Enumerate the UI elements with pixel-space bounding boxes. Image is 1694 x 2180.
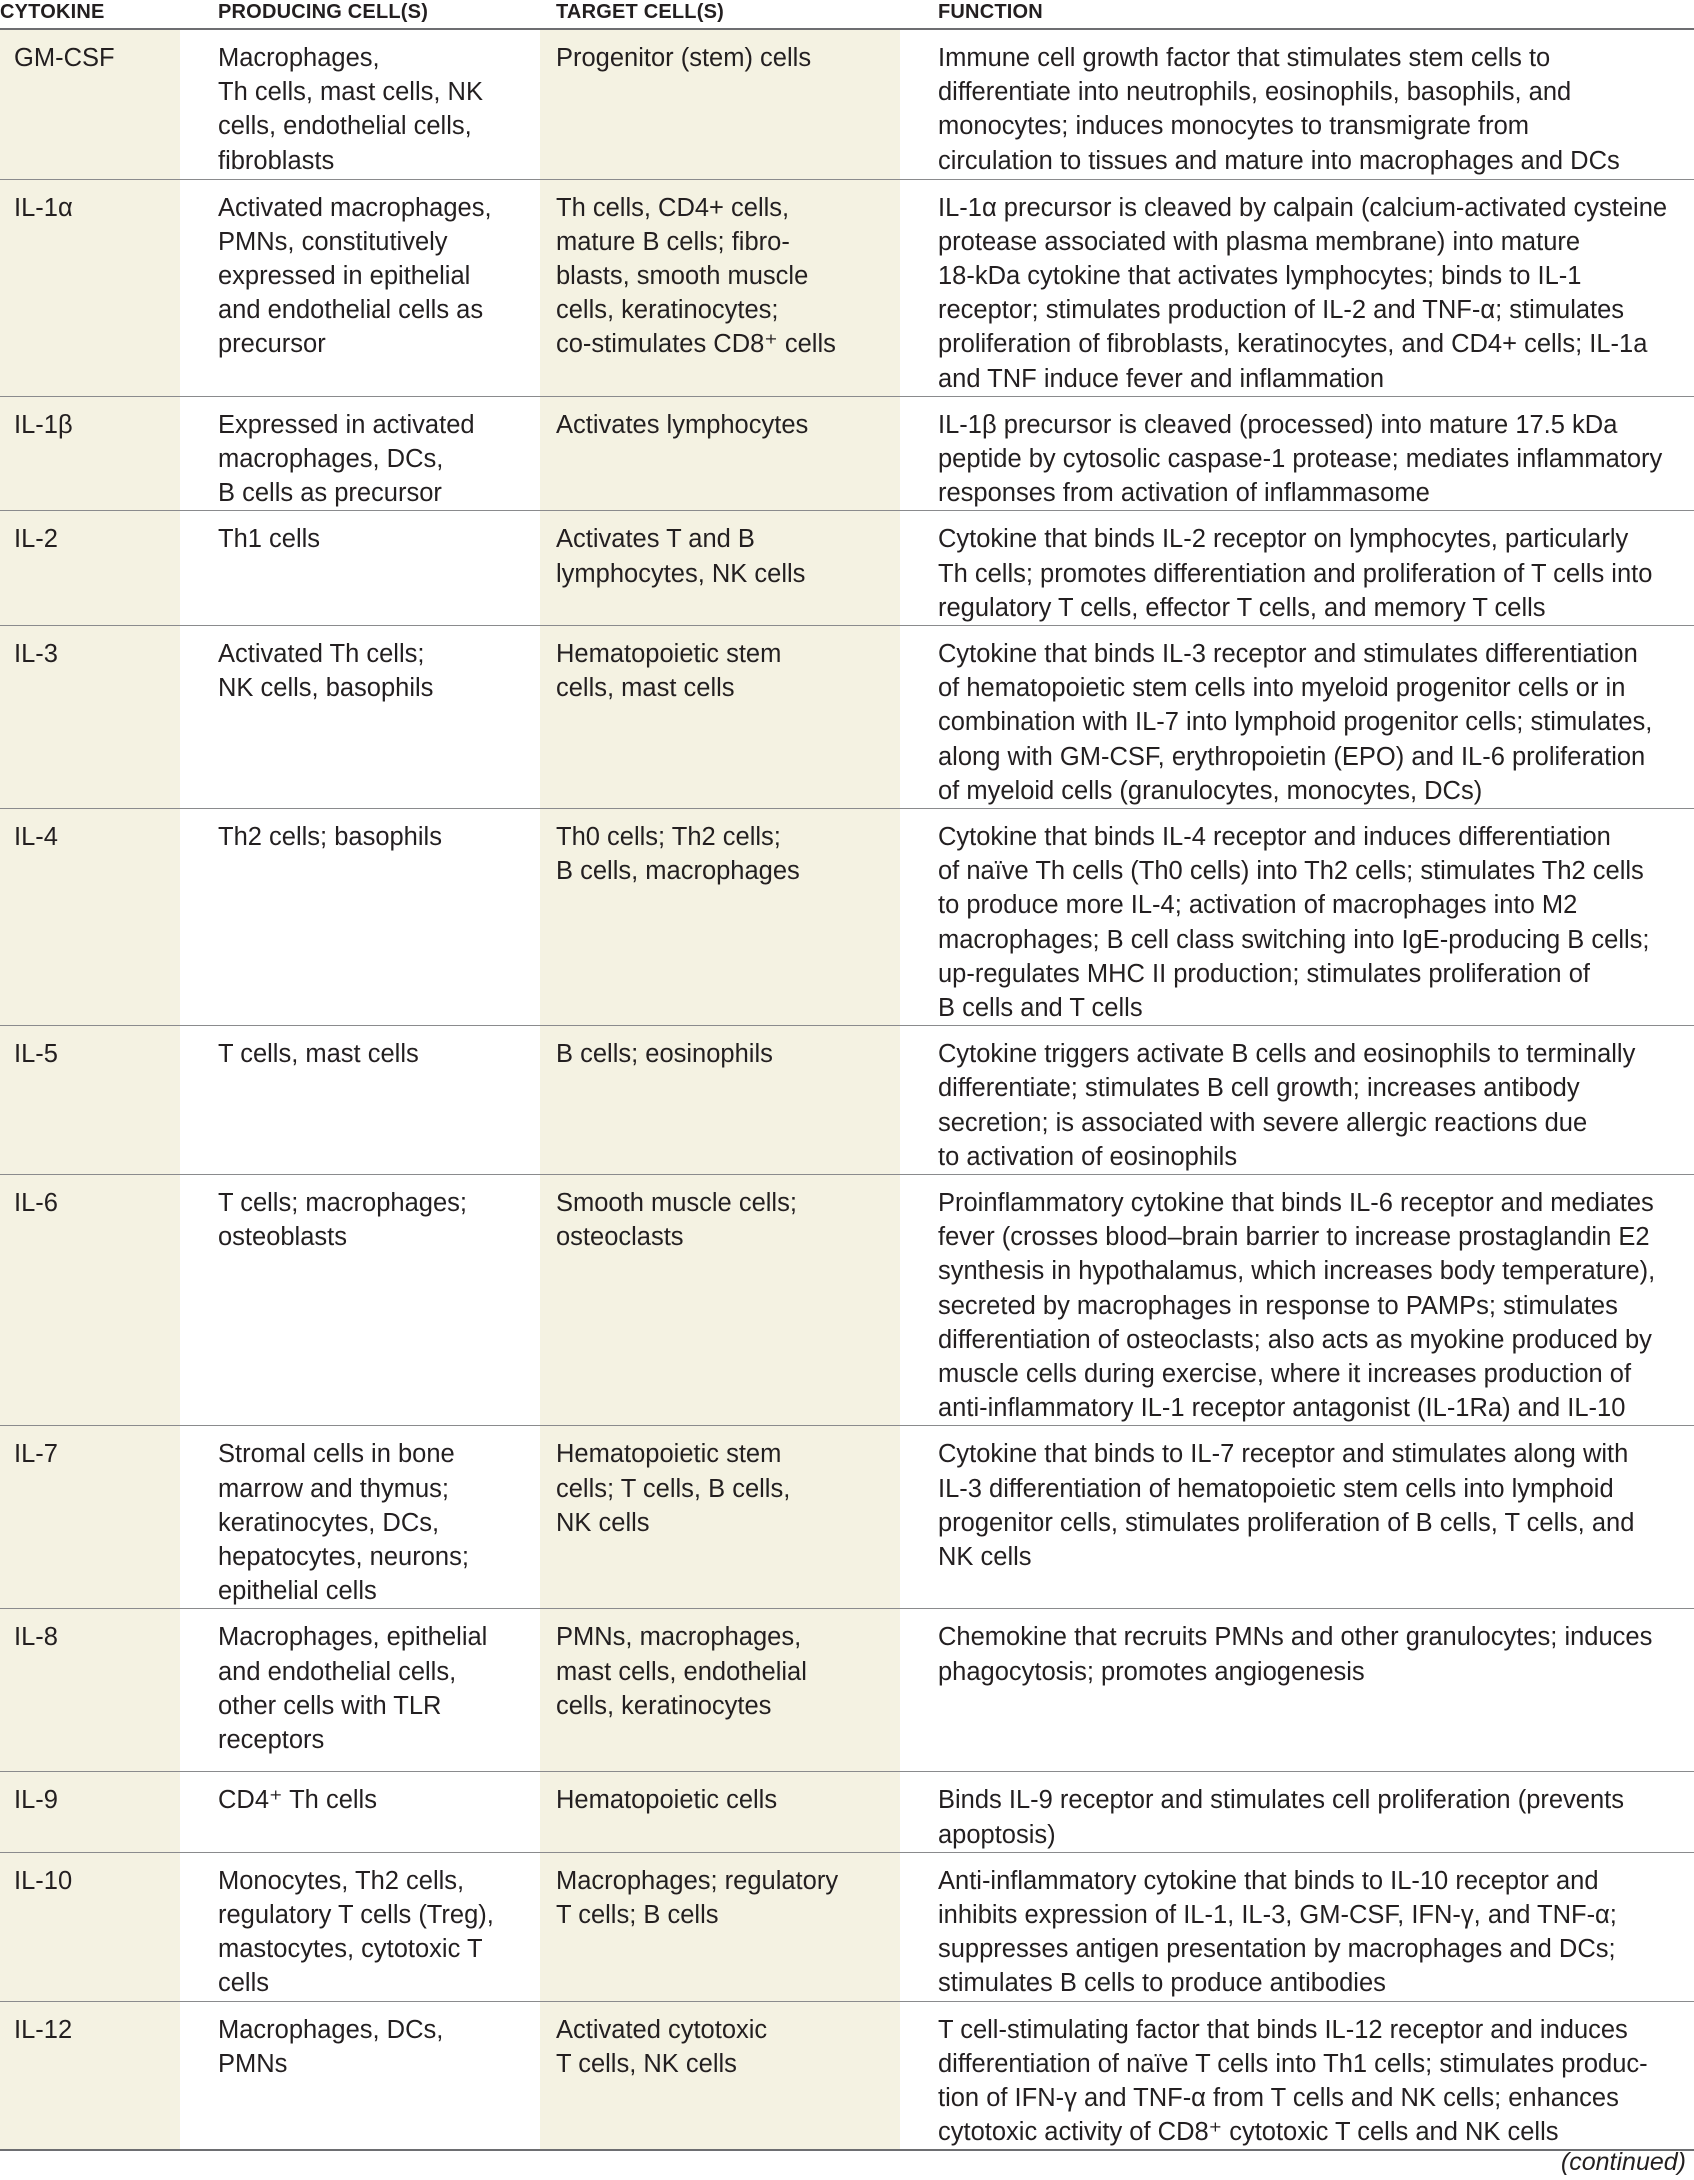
producing-lines-cell: other cells with TLR: [218, 1691, 442, 1720]
target-lines-cell: Macrophages; regulatory: [556, 1866, 839, 1895]
function-cell: [900, 179, 1694, 396]
function-cell: [900, 29, 1694, 179]
target-lines-cell: Th cells, CD4+ cells,: [556, 193, 790, 222]
function-line: peptide by cytosolic caspase-1 protease; mediates inflammatory: [938, 444, 1663, 473]
producing-lines-cell: keratinocytes, DCs,: [218, 1508, 440, 1537]
function-line: to produce more IL-4; activation of macrophages into M2: [938, 891, 1578, 920]
target-lines-cell: cells, mast cells: [556, 674, 735, 703]
target-lines-cell: NK cells: [556, 1508, 650, 1537]
producing-lines-cell: PMNs: [218, 2049, 288, 2078]
function-line: phagocytosis; promotes angiogenesis: [938, 1657, 1365, 1686]
cytokine-name-cell: IL-7: [0, 1426, 180, 1609]
function-line: Cytokine that binds to IL-7 receptor and stimulates along with: [938, 1440, 1629, 1469]
function-cell: [900, 1174, 1694, 1425]
table-row: [0, 396, 1694, 511]
target-lines-cell: T cells, NK cells: [556, 2049, 737, 2078]
target-cells-cell: [540, 808, 900, 1025]
header-row: [0, 0, 1694, 29]
function-line: secreted by macrophages in response to PAMPs; stimulates: [938, 1291, 1618, 1320]
producing-lines-cell: PMNs, constitutively: [218, 227, 448, 256]
function-line: combination with IL-7 into lymphoid progenitor cells; stimulates,: [938, 708, 1653, 737]
producing-lines-cell: precursor: [218, 330, 326, 359]
target-lines-cell: B cells; eosinophils: [556, 1040, 773, 1069]
function-cell: [900, 1026, 1694, 1175]
target-lines-cell: cells; T cells, B cells,: [556, 1474, 791, 1503]
function-line: IL-3 differentiation of hematopoietic stem cells into lymphoid: [938, 1474, 1614, 1503]
target-cells-cell: [540, 1026, 900, 1175]
target-cells-cell: [540, 396, 900, 511]
producing-lines-cell: Th cells, mast cells, NK: [218, 78, 483, 107]
producing-lines-cell: Macrophages,: [218, 44, 380, 72]
target-lines-cell: T cells; B cells: [556, 1901, 719, 1930]
producing-lines-cell: receptors: [218, 1726, 325, 1755]
target-cells-cell: [540, 2001, 900, 2150]
target-cells-cell: [540, 1609, 900, 1772]
target-lines-cell: cells, keratinocytes;: [556, 296, 779, 325]
target-lines-cell: lymphocytes, NK cells: [556, 559, 806, 588]
target-lines-cell: osteoclasts: [556, 1223, 684, 1252]
producing-lines-cell: cells: [218, 1969, 270, 1998]
table-row: [0, 625, 1694, 808]
target-lines-cell: Hematopoietic stem: [556, 1440, 782, 1469]
producing-cells-cell: [180, 29, 540, 179]
target-cells-cell: [540, 1772, 900, 1852]
target-lines-cell: Activates lymphocytes: [556, 410, 809, 439]
producing-cells-cell: [180, 808, 540, 1025]
target-lines-cell: Hematopoietic stem: [556, 639, 782, 668]
function-line: of naïve Th cells (Th0 cells) into Th2 cells; stimulates Th2 cells: [938, 857, 1644, 886]
table-row: [0, 1426, 1694, 1609]
function-line: IL-1β precursor is cleaved (processed) into mature 17.5 kDa: [938, 410, 1618, 439]
function-line: Cytokine triggers activate B cells and eosinophils to terminally: [938, 1040, 1636, 1069]
function-line: Cytokine that binds IL-2 receptor on lymphocytes, particularly: [938, 525, 1629, 554]
producing-lines-cell: regulatory T cells (Treg),: [218, 1901, 494, 1930]
producing-cells-cell: [180, 396, 540, 511]
function-line: 18-kDa cytokine that activates lymphocytes; binds to IL-1: [938, 261, 1582, 290]
function-line: Proinflammatory cytokine that binds IL-6 receptor and mediates: [938, 1188, 1654, 1217]
function-line: tion of IFN-γ and TNF-α from T cells and NK cells; enhances: [938, 2084, 1619, 2113]
function-cell: [900, 1609, 1694, 1772]
table-row: [0, 1772, 1694, 1852]
producing-cells-cell: [180, 1852, 540, 2001]
target-lines-cell: mature B cells; fibro-: [556, 227, 790, 256]
function-line: secretion; is associated with severe allergic reactions due: [938, 1108, 1588, 1137]
target-cells-cell: [540, 511, 900, 626]
header-function: FUNCTION: [900, 0, 1694, 29]
function-line: macrophages; B cell class switching into IgE-producing B cells;: [938, 925, 1650, 954]
producing-lines-cell: CD4⁺ Th cells: [218, 1786, 377, 1815]
cytokine-name-cell: IL-1β: [0, 396, 180, 511]
function-line: inhibits expression of IL-1, IL-3, GM-CSF, IFN-γ, and TNF-α;: [938, 1901, 1617, 1930]
function-line: up-regulates MHC II production; stimulates proliferation of: [938, 959, 1590, 988]
header-target-cells: TARGET CELL(S): [540, 0, 900, 29]
function-line: differentiation of naïve T cells into Th1 cells; stimulates produc-: [938, 2049, 1648, 2078]
producing-lines-cell: Th2 cells; basophils: [218, 822, 442, 851]
cytokine-name-cell: IL-12: [0, 2001, 180, 2150]
target-cells-cell: [540, 625, 900, 808]
table-row: [0, 1609, 1694, 1772]
function-line: B cells and T cells: [938, 993, 1143, 1022]
function-cell: [900, 511, 1694, 626]
target-lines-cell: Activates T and B: [556, 525, 755, 554]
target-lines-cell: B cells, macrophages: [556, 857, 800, 886]
function-line: Chemokine that recruits PMNs and other granulocytes; induces: [938, 1623, 1653, 1652]
function-line: circulation to tissues and mature into macrophages and DCs: [938, 146, 1620, 175]
target-lines-cell: Activated cytotoxic: [556, 2015, 768, 2044]
producing-cells-cell: [180, 1026, 540, 1175]
cytokine-name-cell: IL-9: [0, 1772, 180, 1852]
header-producing-cells: PRODUCING CELL(S): [180, 0, 540, 29]
function-line: proliferation of fibroblasts, keratinocytes, and CD4+ cells; IL-1a: [938, 330, 1648, 359]
function-line: Cytokine that binds IL-3 receptor and stimulates differentiation: [938, 639, 1638, 668]
function-line: suppresses antigen presentation by macrophages and DCs;: [938, 1935, 1616, 1964]
function-cell: [900, 1772, 1694, 1852]
function-line: differentiate; stimulates B cell growth; increases antibody: [938, 1074, 1580, 1103]
function-line: Cytokine that binds IL-4 receptor and induces differentiation: [938, 822, 1611, 851]
function-line: monocytes; induces monocytes to transmigrate from: [938, 112, 1529, 141]
producing-lines-cell: Th1 cells: [218, 525, 321, 554]
function-line: muscle cells during exercise, where it increases production of: [938, 1360, 1632, 1388]
function-line: Anti-inflammatory cytokine that binds to IL-10 receptor and: [938, 1866, 1599, 1895]
cytokine-name-cell: IL-3: [0, 625, 180, 808]
table-row: [0, 511, 1694, 626]
producing-lines-cell: epithelial cells: [218, 1577, 377, 1606]
function-line: along with GM-CSF, erythropoietin (EPO) and IL-6 proliferation: [938, 742, 1646, 771]
producing-lines-cell: and endothelial cells,: [218, 1657, 457, 1686]
cytokine-name-cell: GM-CSF: [0, 29, 180, 179]
function-line: protease associated with plasma membrane) into mature: [938, 227, 1581, 256]
function-line: fever (crosses blood–brain barrier to increase prostaglandin E2: [938, 1223, 1650, 1252]
cytokine-name-cell: IL-5: [0, 1026, 180, 1175]
table-header: [0, 0, 1694, 29]
producing-cells-cell: [180, 1772, 540, 1852]
producing-lines-cell: fibroblasts: [218, 146, 335, 175]
function-line: Th cells; promotes differentiation and proliferation of T cells into: [938, 559, 1653, 588]
function-line: Immune cell growth factor that stimulates stem cells to: [938, 44, 1551, 72]
producing-lines-cell: mastocytes, cytotoxic T: [218, 1935, 483, 1964]
producing-lines-cell: B cells as precursor: [218, 479, 442, 508]
producing-cells-cell: [180, 179, 540, 396]
function-line: and TNF induce fever and inflammation: [938, 364, 1385, 393]
header-cytokine: CYTOKINE: [0, 0, 180, 29]
table-row: [0, 1174, 1694, 1425]
target-lines-cell: Hematopoietic cells: [556, 1786, 778, 1815]
producing-lines-cell: T cells, mast cells: [218, 1040, 419, 1069]
target-lines-cell: Smooth muscle cells;: [556, 1188, 797, 1217]
table-row: [0, 808, 1694, 1025]
producing-lines-cell: Macrophages, DCs,: [218, 2015, 444, 2044]
producing-lines-cell: Macrophages, epithelial: [218, 1623, 488, 1652]
target-cells-cell: [540, 29, 900, 179]
table-row: [0, 2001, 1694, 2150]
function-line: receptor; stimulates production of IL-2 and TNF-α; stimulates: [938, 296, 1625, 325]
producing-lines-cell: cells, endothelial cells,: [218, 112, 472, 141]
function-line: Binds IL-9 receptor and stimulates cell proliferation (prevents: [938, 1786, 1624, 1815]
function-line: NK cells: [938, 1543, 1032, 1572]
target-lines-cell: blasts, smooth muscle: [556, 261, 809, 290]
producing-cells-cell: [180, 1426, 540, 1609]
function-cell: [900, 1852, 1694, 2001]
function-line: cytotoxic activity of CD8⁺ cytotoxic T cells and NK cells: [938, 2118, 1559, 2147]
target-lines-cell: PMNs, macrophages,: [556, 1623, 802, 1652]
cytokine-name-cell: IL-4: [0, 808, 180, 1025]
function-line: apoptosis): [938, 1820, 1056, 1849]
function-line: differentiation of osteoclasts; also acts as myokine produced by: [938, 1325, 1652, 1354]
producing-cells-cell: [180, 1609, 540, 1772]
function-cell: [900, 2001, 1694, 2150]
function-line: stimulates B cells to produce antibodies: [938, 1969, 1386, 1998]
cytokine-name-cell: IL-6: [0, 1174, 180, 1425]
function-cell: [900, 1426, 1694, 1609]
producing-lines-cell: marrow and thymus;: [218, 1474, 449, 1503]
cytokine-name-cell: IL-8: [0, 1609, 180, 1772]
function-line: IL-1α precursor is cleaved by calpain (calcium-activated cysteine: [938, 193, 1668, 222]
producing-cells-cell: [180, 2001, 540, 2150]
function-line: T cell-stimulating factor that binds IL-12 receptor and induces: [938, 2015, 1628, 2044]
function-line: progenitor cells, stimulates proliferation of B cells, T cells, and: [938, 1508, 1635, 1537]
producing-lines-cell: NK cells, basophils: [218, 674, 434, 703]
function-line: of hematopoietic stem cells into myeloid progenitor cells or in: [938, 674, 1626, 703]
target-cells-cell: [540, 1174, 900, 1425]
target-cells-cell: [540, 1426, 900, 1609]
producing-lines-cell: Activated macrophages,: [218, 193, 492, 222]
table-body: [0, 29, 1694, 2150]
cytokine-name-cell: IL-10: [0, 1852, 180, 2001]
target-lines-cell: Th0 cells; Th2 cells;: [556, 822, 781, 851]
producing-cells-cell: [180, 511, 540, 626]
producing-lines-cell: macrophages, DCs,: [218, 444, 444, 473]
function-cell: [900, 396, 1694, 511]
continued-note: (continued): [1560, 2148, 1686, 2176]
producing-lines-cell: osteoblasts: [218, 1223, 347, 1252]
table-row: [0, 1026, 1694, 1175]
producing-lines-cell: Monocytes, Th2 cells,: [218, 1866, 465, 1895]
producing-lines-cell: expressed in epithelial: [218, 261, 471, 290]
producing-lines-cell: and endothelial cells as: [218, 296, 484, 325]
producing-lines-cell: Activated Th cells;: [218, 639, 425, 668]
table-row: [0, 1852, 1694, 2001]
producing-cells-cell: [180, 625, 540, 808]
cytokine-name-cell: IL-2: [0, 511, 180, 626]
target-lines-cell: mast cells, endothelial: [556, 1657, 807, 1686]
producing-lines-cell: Expressed in activated: [218, 410, 475, 439]
target-lines-cell: co-stimulates CD8⁺ cells: [556, 330, 836, 359]
function-cell: [900, 625, 1694, 808]
producing-lines-cell: hepatocytes, neurons;: [218, 1543, 469, 1572]
table-row: [0, 29, 1694, 179]
target-lines-cell: Progenitor (stem) cells: [556, 44, 812, 72]
target-cells-cell: [540, 1852, 900, 2001]
function-line: to activation of eosinophils: [938, 1142, 1238, 1171]
producing-lines-cell: T cells; macrophages;: [218, 1188, 467, 1217]
producing-cells-cell: [180, 1174, 540, 1425]
function-line: responses from activation of inflammasome: [938, 479, 1430, 508]
function-line: regulatory T cells, effector T cells, and memory T cells: [938, 593, 1546, 622]
producing-lines-cell: Stromal cells in bone: [218, 1440, 455, 1469]
function-line: synthesis in hypothalamus, which increases body temperature),: [938, 1257, 1656, 1286]
target-lines-cell: cells, keratinocytes: [556, 1691, 772, 1720]
cytokine-name-cell: IL-1α: [0, 179, 180, 396]
function-line: anti-inflammatory IL-1 receptor antagonist (IL-1Ra) and IL-10: [938, 1394, 1626, 1423]
function-line: differentiate into neutrophils, eosinophils, basophils, and: [938, 78, 1572, 107]
function-cell: [900, 808, 1694, 1025]
target-cells-cell: [540, 179, 900, 396]
function-line: of myeloid cells (granulocytes, monocytes, DCs): [938, 776, 1483, 805]
table-row: [0, 179, 1694, 396]
